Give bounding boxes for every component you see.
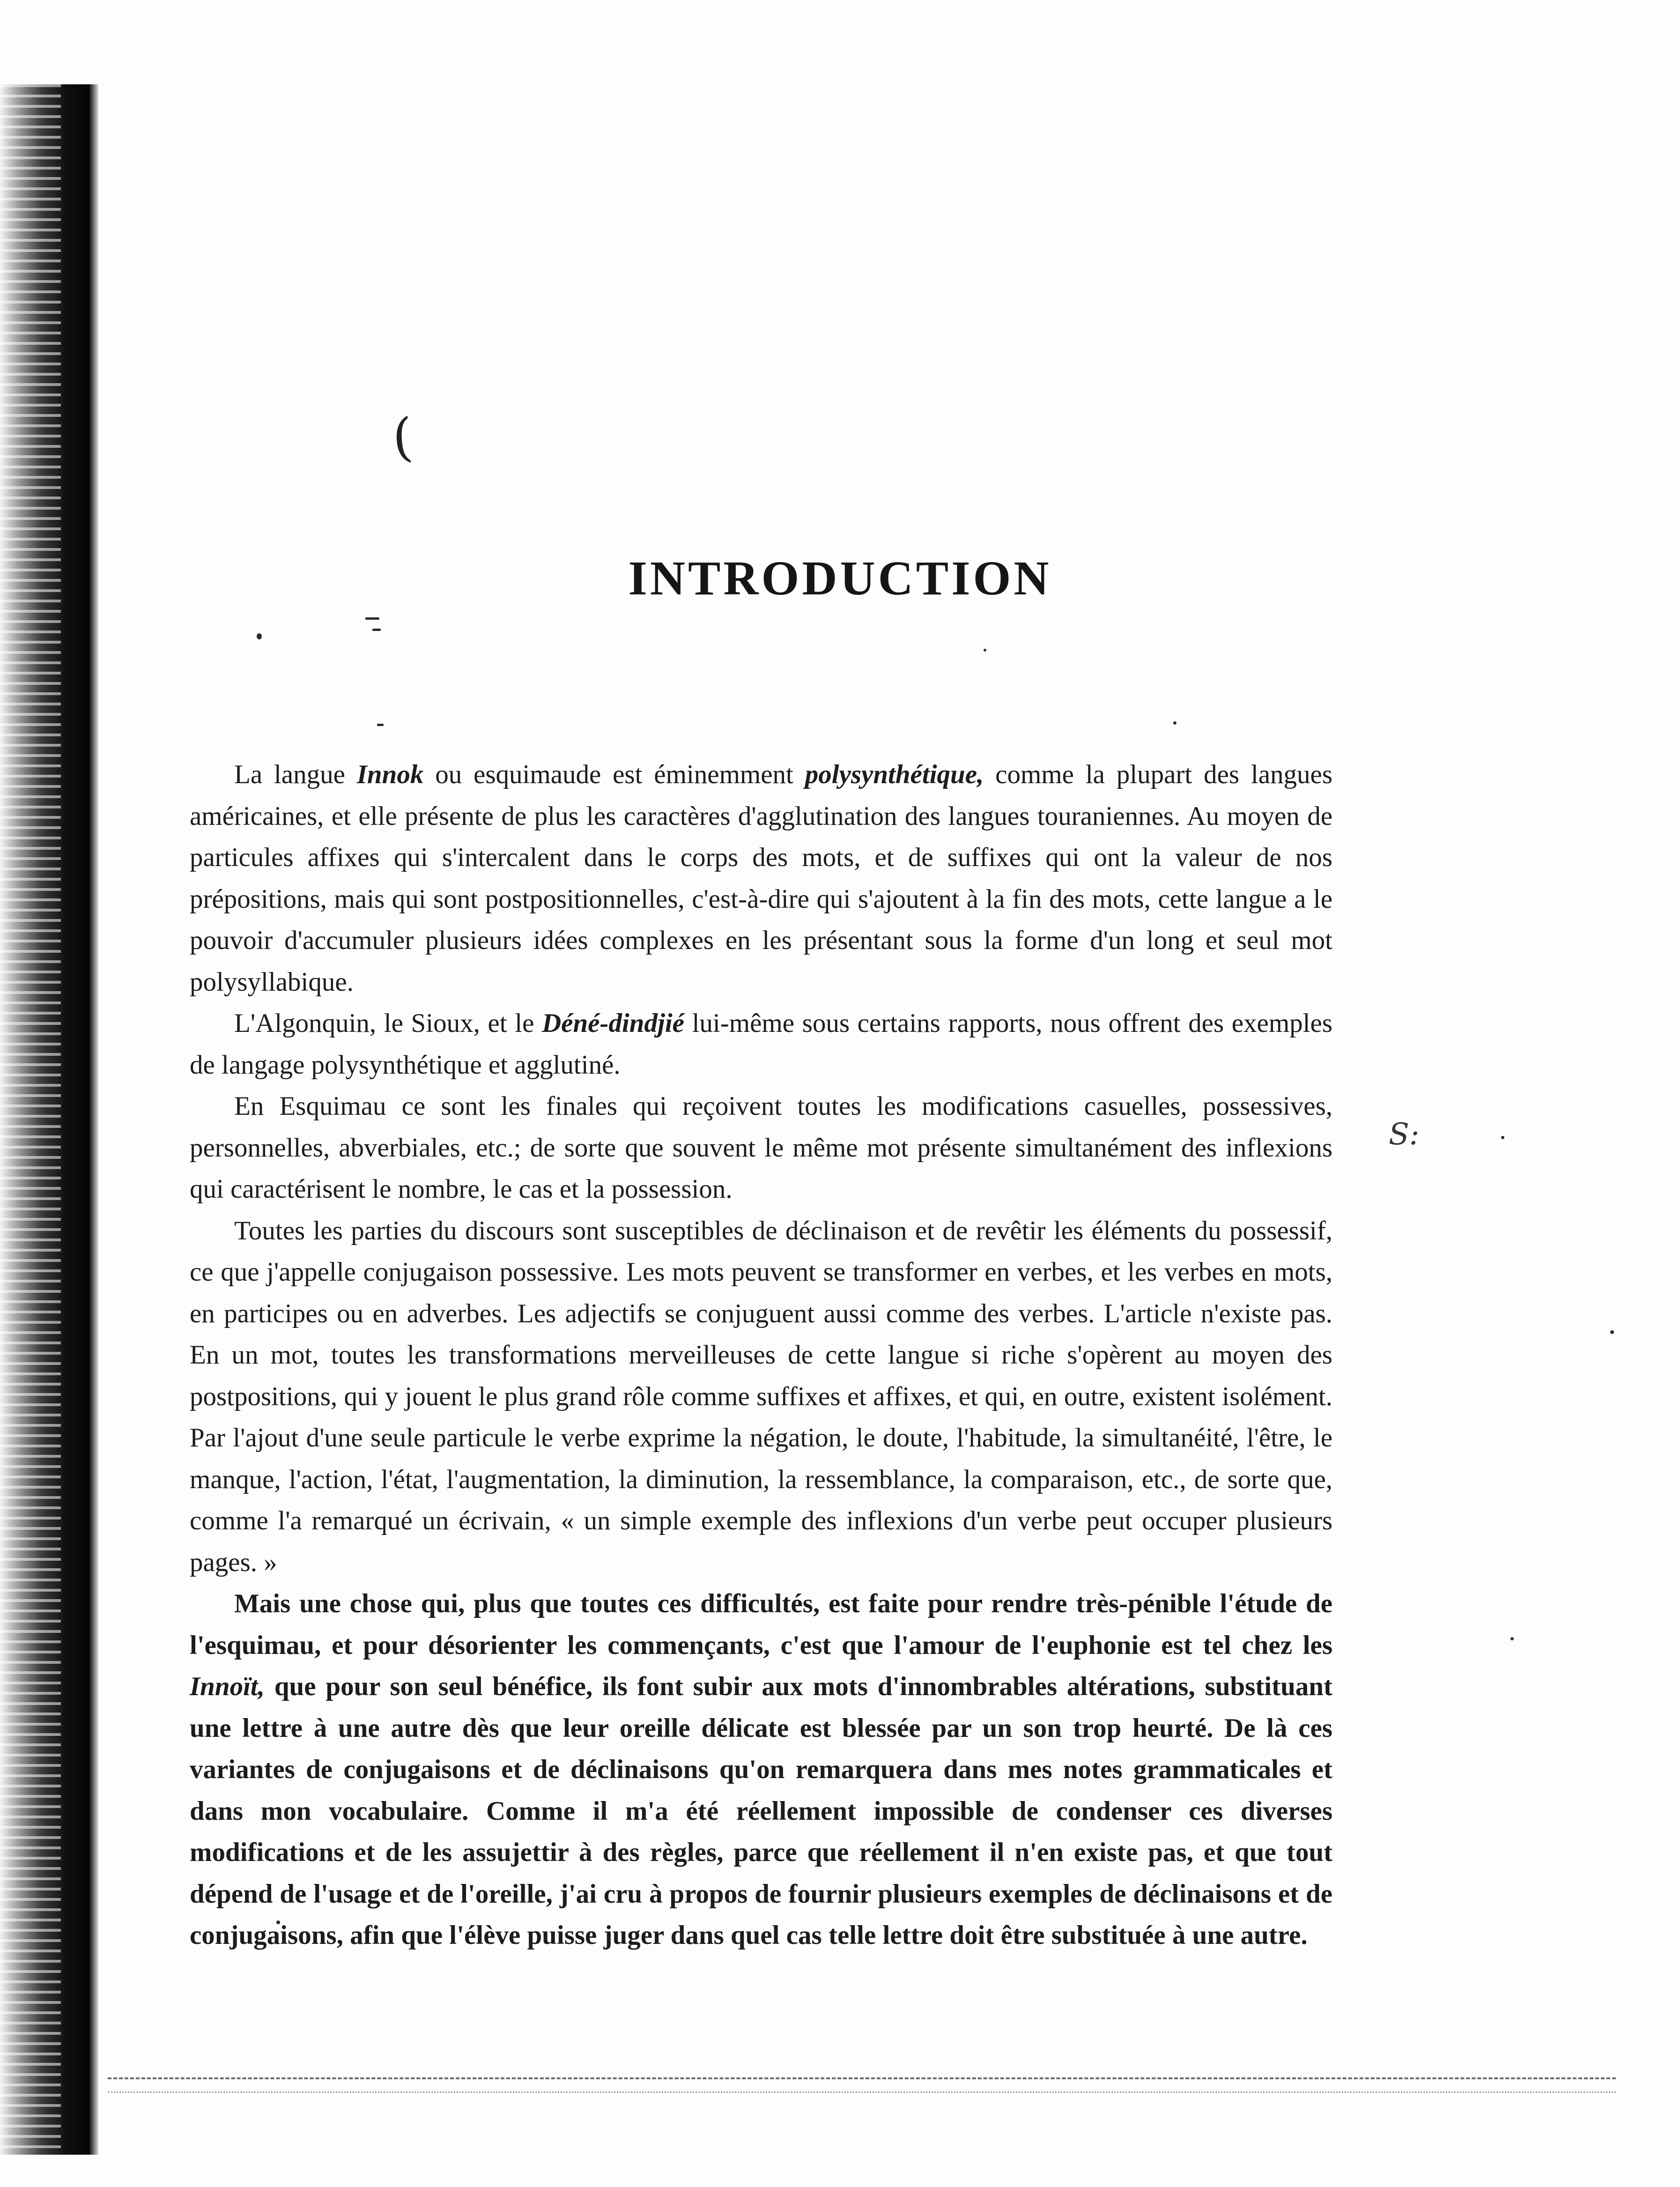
ink-speck <box>372 629 381 631</box>
text-run: que pour son seul bénéfice, ils font subir aux mots d'innombrables altérations, substituant une lettre à une autre dès que leur oreille délicate est blessée par un son trop heurté. De là ces variantes de conjugaisons et de déclinaisons qu'on remarquera dans mes notes grammaticales et dans mon vocabulaire. Comme il m'a été réellement impossible de condenser ces diverses modifications et de les assujettir à des règles, parce que réellement il n'en existe pas, et que tout dépend de l'usage et de l'oreille, j'ai cru à propos de fournir plusieurs exemples de déclinaisons et de conjugaisons, afin que l'élève puisse juger dans quel cas telle lettre doit être substituée à une autre. <box>190 1672 1332 1950</box>
paragraph-2 <box>190 1003 1332 1086</box>
text-run: Mais une chose qui, plus que toutes ces difficultés, est faite pour rendre très-pénible l'étude de l'esquimau, et pour désorienter les commençants, c'est que l'amour de l'euphonie est tel chez les <box>190 1589 1332 1660</box>
margin-annotation: S: <box>1389 1117 1420 1152</box>
stray-ink-mark: ( <box>390 407 415 468</box>
text-run: lui-même sous certains rapports, nous offrent des exemples de langage polysynthétique et agglutiné. <box>190 1008 1332 1080</box>
language-name-innok: Innok <box>356 760 424 789</box>
text-run: ou esquimaude est éminemment <box>423 760 805 789</box>
ink-speck <box>257 633 262 639</box>
paragraph-4: Toutes les parties du discours sont susceptibles de déclinaison et de revêtir les éléments du possessif, ce que j'appelle conjugaison possessive. Les mots peuvent se transformer en verbes, et les verbes en mots, en participes ou en adverbes. Les adjectifs se conjuguent aussi comme des verbes. L'article n'existe pas. En un mot, toutes les transformations merveilleuses de cette langue si riche s'opèrent au moyen des postpositions, qui y jouent le plus grand rôle comme suffixes et affixes, et qui, en outre, existent isolément. Par l'ajout d'une seule particule le verbe exprime la négation, le doute, l'habitude, la simultanéité, l'être, le manque, l'action, l'état, l'augmentation, la diminution, la ressemblance, la comparaison, etc., de sorte que, comme l'a remarqué un écrivain, « un simple exemple des inflexions d'un verbe peut occuper plusieurs pages. » <box>190 1216 1332 1577</box>
term-polysynthetique: polysynthétique, <box>805 760 984 789</box>
ink-speck <box>365 617 379 620</box>
language-name-dene-dindjie: Déné-dindjié <box>542 1008 684 1038</box>
ink-speck <box>377 724 384 726</box>
people-name-innoit: Innoït, <box>190 1672 265 1701</box>
text-run: comme la plupart des langues américaines, et elle présente de plus les caractères d'agglutination des langues touraniennes. Au moyen de particules affixes qui s'intercalent dans le corps des mots, et de suffixes qui ont la valeur de nos prépositions, mais qui sont postpositionnelles, c'est-à-dire qui s'ajoutent à la fin des mots, cette langue a le pouvoir d'accumuler plusieurs idées complexes en les présentant sous la forme d'un long et seul mot polysyllabique. <box>190 760 1332 997</box>
ink-speck <box>1510 1637 1514 1640</box>
text-run: L'Algonquin, le Sioux, et le <box>234 1008 542 1038</box>
page-title: INTRODUCTION <box>628 551 1052 605</box>
ink-speck <box>984 649 986 652</box>
ink-speck <box>1610 1330 1614 1334</box>
ink-speck <box>1501 1136 1504 1139</box>
page-bottom-rule-faint <box>108 2091 1616 2093</box>
page-bottom-rule <box>108 2077 1616 2079</box>
book-binding-edge <box>0 84 98 2155</box>
paragraph-5 <box>190 1583 1332 1957</box>
text-run: La langue <box>234 760 357 789</box>
introduction-body <box>190 754 1332 1957</box>
paragraph-3: En Esquimau ce sont les finales qui reçoivent toutes les modifications casuelles, possessives, personnelles, abverbiales, etc.; de sorte que souvent le même mot présente simultanément des inflexions qui caractérisent le nombre, le cas et la possession. <box>190 1091 1332 1204</box>
ink-speck <box>1173 721 1177 725</box>
paragraph-1 <box>190 754 1332 1003</box>
